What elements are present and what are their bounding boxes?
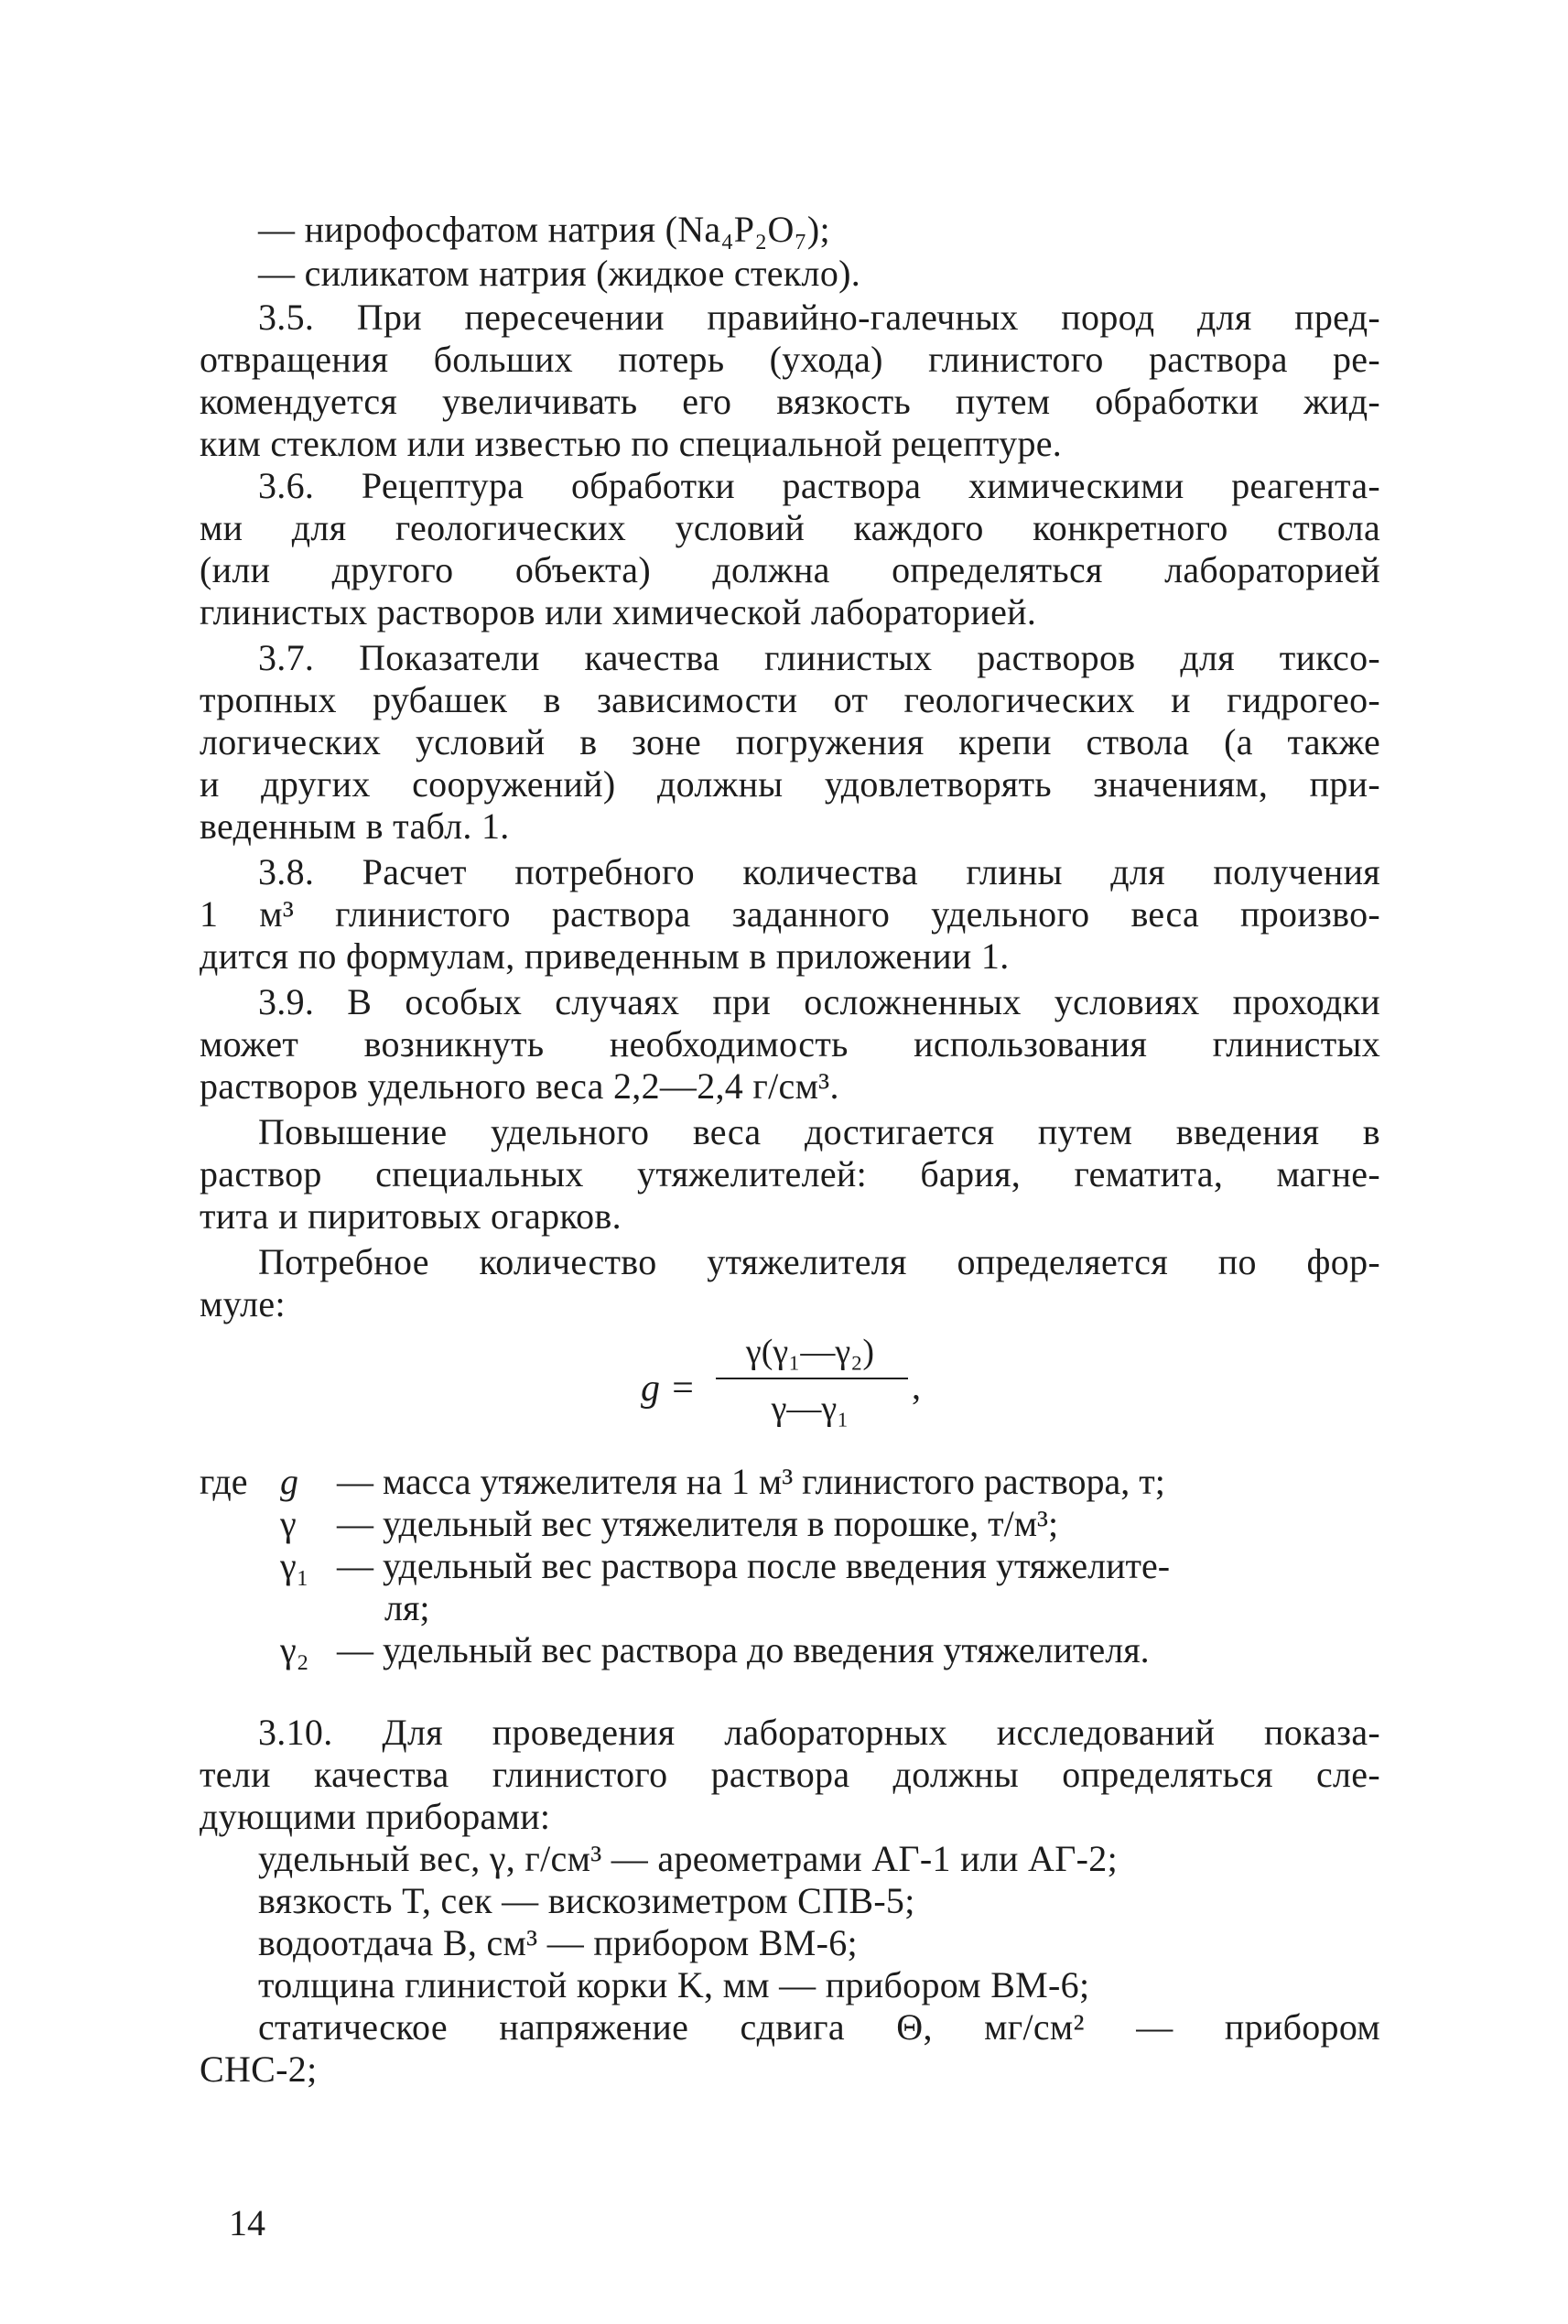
formula-denominator: γ—γ₁: [771, 1389, 849, 1428]
where-definition: — масса утяжелителя на 1 м³ глинистого раствора, т;: [337, 1461, 1165, 1502]
paragraph-formula-intro-line: муле:: [200, 1283, 286, 1324]
paragraph-3-5-line: комендуется увеличивать его вязкость путем обработки жид-: [200, 381, 1380, 422]
where-symbol: γ: [280, 1503, 297, 1544]
where-symbol: γ₁: [280, 1545, 309, 1586]
paragraph-3-7-line: веденным в табл. 1.: [200, 805, 510, 847]
paragraph-3-5-line: ким стеклом или известью по специальной рецептуре.: [200, 423, 1063, 464]
instrument-item: удельный вес, γ, г/см³ — ареометрами АГ-1 или АГ-2;: [258, 1838, 1118, 1879]
where-definition: — удельный вес раствора до введения утяжелителя.: [337, 1629, 1150, 1670]
list-item-pyrophosphate: — нирофосфатом натрия (Na₄P₂O₇);: [258, 209, 830, 250]
paragraph-weighting-line: раствор специальных утяжелителей: бария, гематита, магне-: [200, 1153, 1380, 1194]
paragraph-3-5-line: отвращения больших потерь (ухода) глинистого раствора ре-: [200, 339, 1380, 380]
paragraph-weighting-line: тита и пиритовых огарков.: [200, 1195, 622, 1237]
paragraph-3-9-line: 3.9. В особых случаях при осложненных условиях проходки: [258, 981, 1380, 1022]
paragraph-3-8-line: дится по формулам, приведенным в приложении 1.: [200, 935, 1010, 977]
where-definition: — удельный вес раствора после введения утяжелите-: [337, 1545, 1171, 1586]
paragraph-3-6-line: глинистых растворов или химической лабораторией.: [200, 591, 1037, 632]
paragraph-3-7-line: тропных рубашек в зависимости от геологических и гидрогео-: [200, 679, 1380, 720]
paragraph-3-6-line: (или другого объекта) должна определяться лабораторией: [200, 549, 1380, 590]
paragraph-3-6-line: ми для геологических условий каждого конкретного ствола: [200, 507, 1380, 548]
page-number: 14: [229, 2202, 265, 2243]
where-definition: — удельный вес утяжелителя в порошке, т/м³;: [337, 1503, 1059, 1544]
fraction-bar: [716, 1378, 908, 1379]
paragraph-weighting-line: Повышение удельного веса достигается путем введения в: [258, 1111, 1380, 1152]
instrument-item: СНС-2;: [200, 2048, 318, 2090]
instrument-item: водоотдача B, см³ — прибором ВМ-6;: [258, 1922, 858, 1963]
paragraph-3-7-line: логических условий в зоне погружения крепи ствола (а также: [200, 721, 1380, 762]
where-symbol: γ₂: [280, 1629, 309, 1670]
paragraph-3-10-line: 3.10. Для проведения лабораторных исследований показа-: [258, 1712, 1380, 1753]
instrument-item: вязкость T, сек — вискозиметром СПВ-5;: [258, 1880, 915, 1921]
where-label: где: [200, 1461, 248, 1502]
list-item-silicate: — силикатом натрия (жидкое стекло).: [258, 253, 861, 294]
formula-lhs: g =: [641, 1367, 696, 1410]
paragraph-3-10-line: тели качества глинистого раствора должны определяться сле-: [200, 1754, 1380, 1795]
formula-numerator: γ(γ₁—γ₂): [745, 1333, 875, 1371]
paragraph-3-7-line: 3.7. Показатели качества глинистых растворов для тиксо-: [258, 637, 1380, 678]
where-definition: ля;: [384, 1587, 430, 1628]
weighting-formula: [641, 1332, 989, 1442]
instrument-item: толщина глинистой корки K, мм — прибором ВМ-6;: [258, 1964, 1090, 2005]
paragraph-formula-intro-line: Потребное количество утяжелителя определяется по фор-: [258, 1241, 1380, 1282]
formula-trailing: ,: [912, 1366, 921, 1407]
paragraph-3-10-line: дующими приборами:: [200, 1796, 551, 1837]
paragraph-3-8-line: 1 м³ глинистого раствора заданного удельного веса произво-: [200, 893, 1380, 935]
paragraph-3-9-line: растворов удельного веса 2,2—2,4 г/см³.: [200, 1065, 839, 1107]
where-symbol: g: [280, 1461, 298, 1502]
instrument-item: статическое напряжение сдвига Θ, мг/см² — прибором: [258, 2006, 1380, 2048]
paragraph-3-9-line: может возникнуть необходимость использования глинистых: [200, 1023, 1380, 1065]
paragraph-3-8-line: 3.8. Расчет потребного количества глины для получения: [258, 851, 1380, 892]
paragraph-3-6-line: 3.6. Рецептура обработки раствора химическими реагента-: [258, 465, 1380, 506]
paragraph-3-7-line: и других сооружений) должны удовлетворять значениям, при-: [200, 763, 1380, 805]
paragraph-3-5-line: 3.5. При пересечении правийно-галечных пород для пред-: [258, 297, 1380, 338]
